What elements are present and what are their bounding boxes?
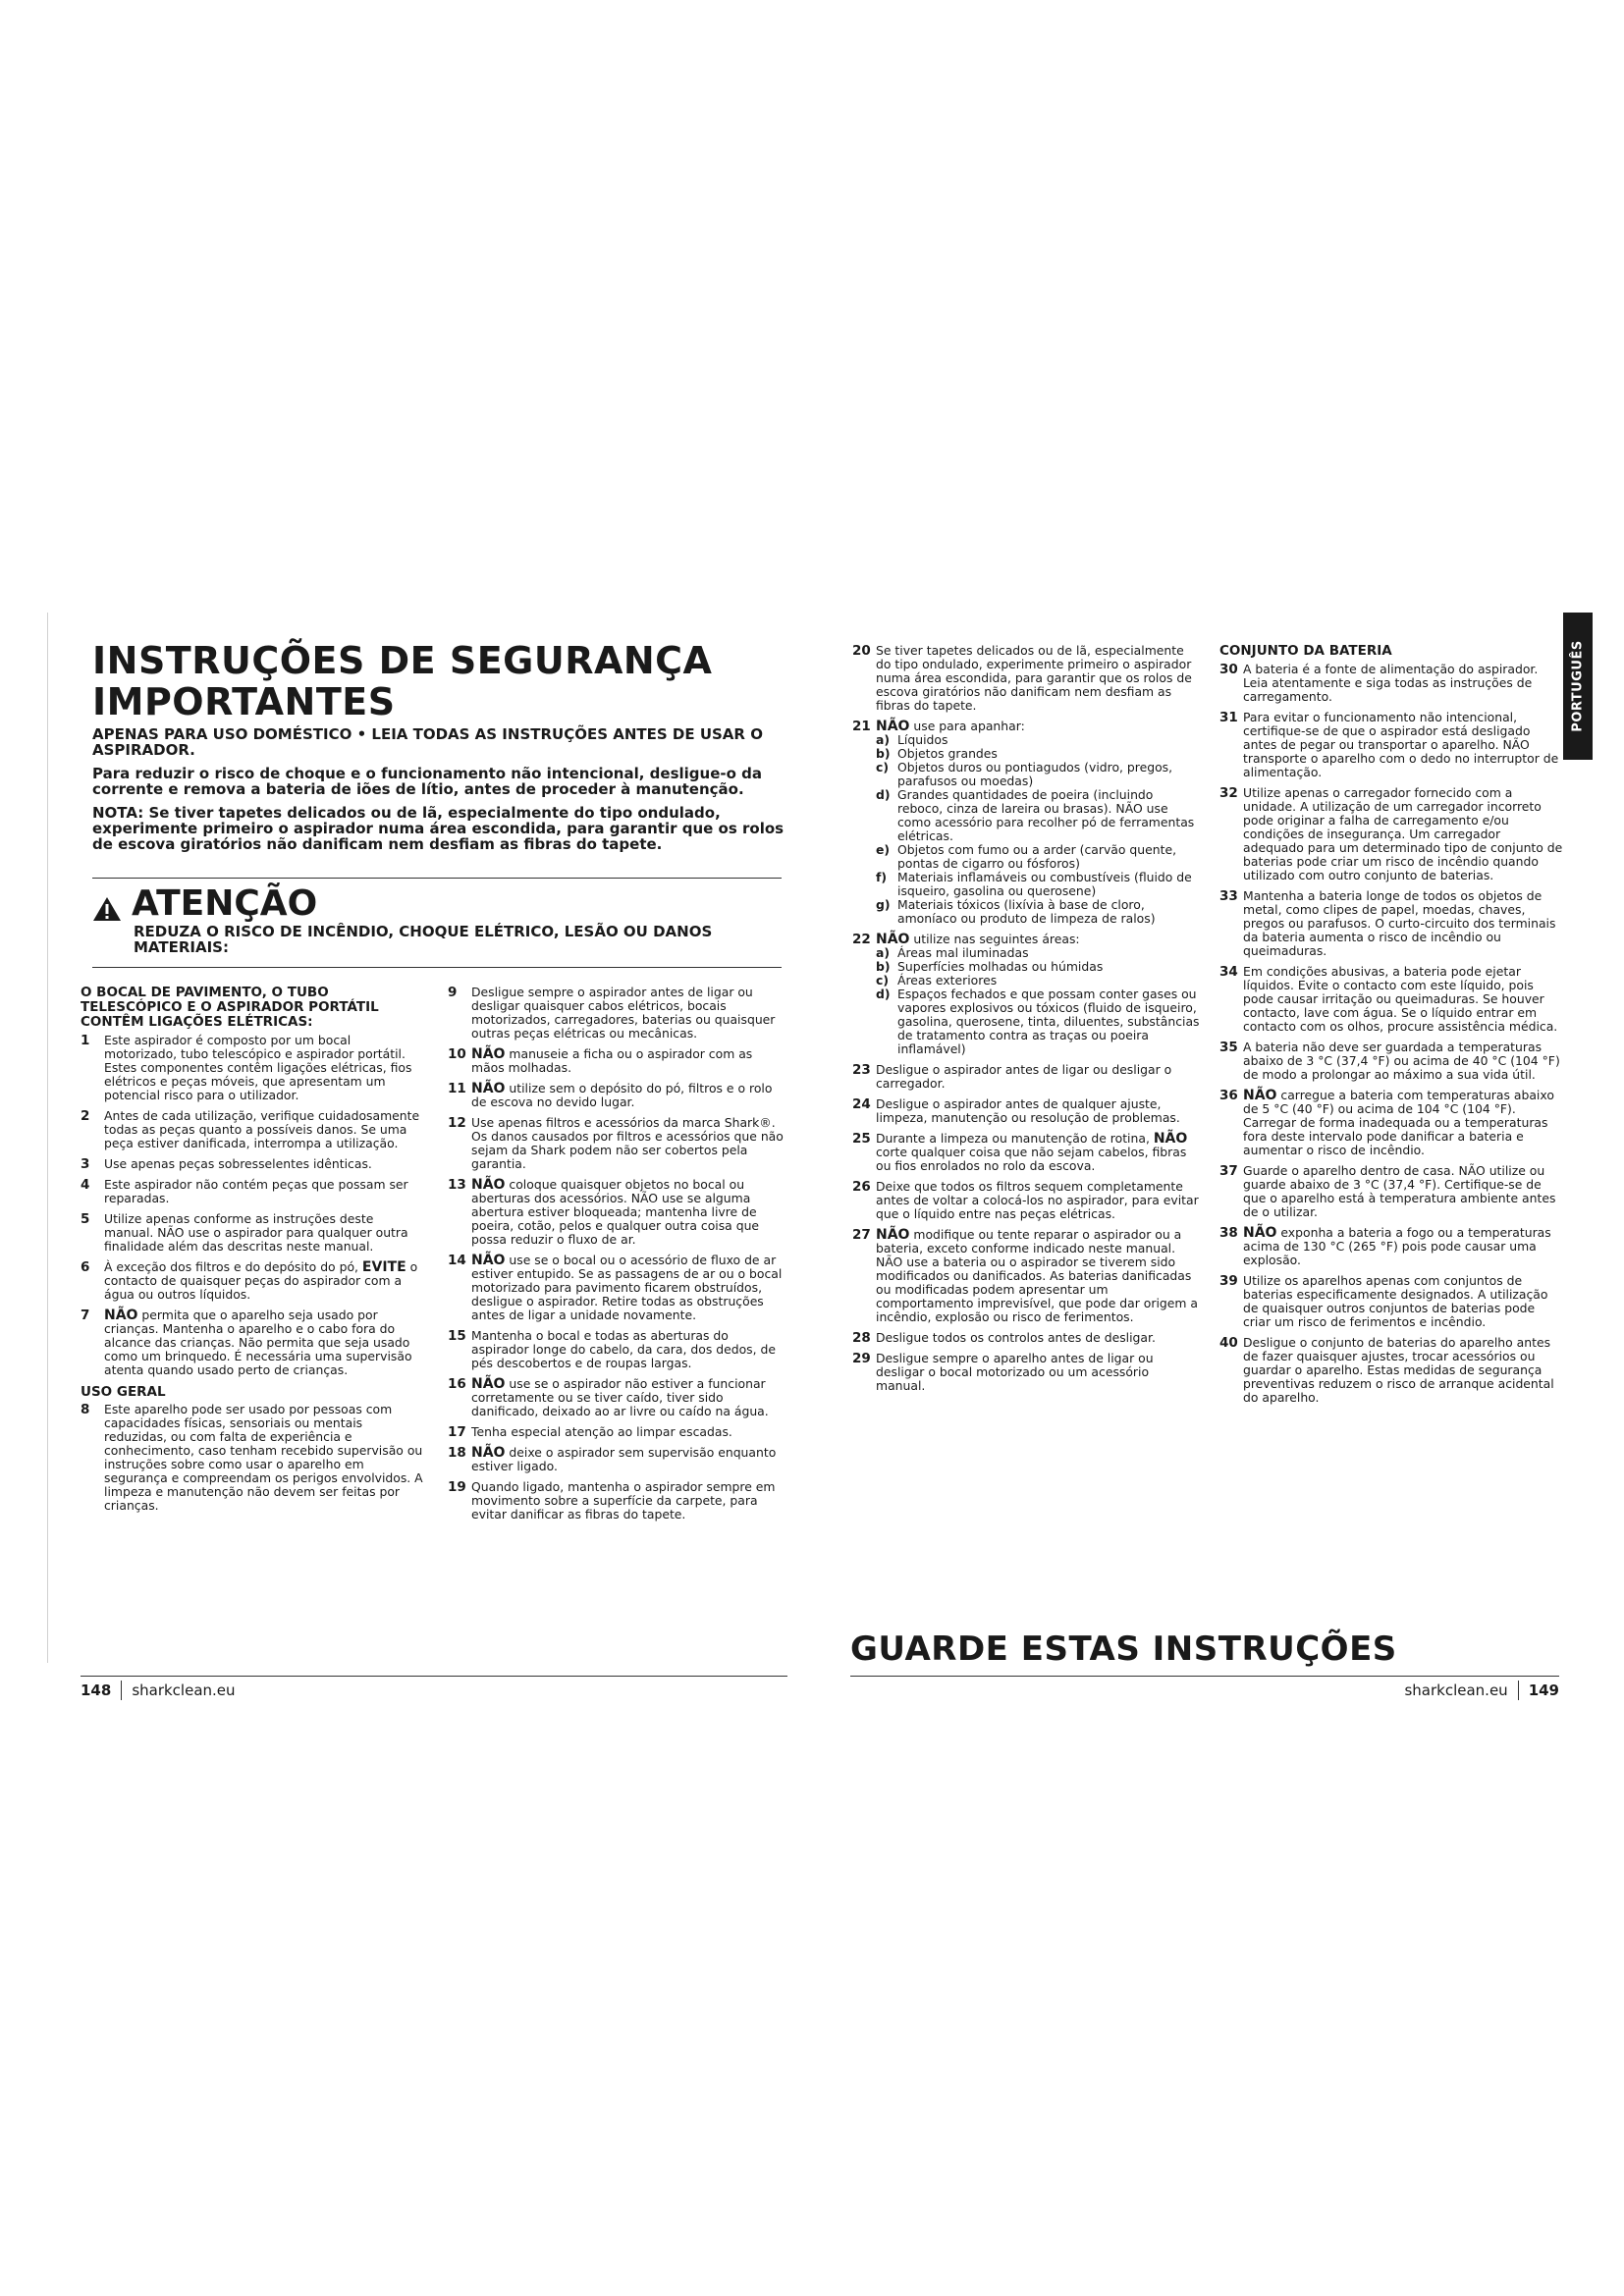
sub-letter: a) bbox=[876, 732, 891, 747]
instruction-item bbox=[852, 1352, 1202, 1393]
item-text: Este aspirador não contém peças que possam ser reparadas. bbox=[104, 1177, 408, 1205]
sub-letter: a) bbox=[876, 945, 891, 960]
item-number: 31 bbox=[1219, 710, 1238, 725]
sub-text: Grandes quantidades de poeira (incluindo reboco, cinza de lareira ou brasas). NÃO use como acessório para recolher pó de ferramentas elétricas. bbox=[897, 787, 1195, 843]
item-number: 13 bbox=[448, 1177, 466, 1193]
instruction-item bbox=[1219, 1089, 1563, 1157]
item-number: 34 bbox=[1219, 964, 1238, 980]
item-number: 28 bbox=[852, 1330, 871, 1346]
item-number: 19 bbox=[448, 1479, 466, 1495]
instruction-item bbox=[448, 1425, 784, 1439]
instruction-item bbox=[1219, 1164, 1563, 1219]
item-text: Desligue sempre o aparelho antes de ligar ou desligar o bocal motorizado ou um acessório manual. bbox=[876, 1351, 1154, 1393]
sub-text: Objetos grandes bbox=[897, 746, 998, 761]
item-number: 2 bbox=[81, 1108, 90, 1124]
section-general-use-heading: USO GERAL bbox=[81, 1384, 166, 1400]
intro-domestic-use: APENAS PARA USO DOMÉSTICO • LEIA TODAS AS INSTRUÇÕES ANTES DE USAR O ASPIRADOR. bbox=[92, 725, 763, 759]
item-number: 39 bbox=[1219, 1273, 1238, 1289]
item-bold: NÃO bbox=[471, 1177, 506, 1193]
instruction-item bbox=[81, 1109, 426, 1150]
item-text: Em condições abusivas, a bateria pode ejetar líquidos. Evite o contacto com este líquido, pois pode causar irritação ou queimaduras. Se houver contacto, lave com água. Se o líquido entrar em contacto com os olhos, procure assistência médica. bbox=[1243, 964, 1558, 1034]
sub-item bbox=[876, 898, 1202, 926]
item-bold: NÃO bbox=[471, 1376, 506, 1392]
item-text: Mantenha a bateria longe de todos os objetos de metal, como clipes de papel, moedas, chaves, pregos ou parafusos. O curto-circuito dos terminais da bateria aumenta o risco de incêndio ou queimaduras. bbox=[1243, 888, 1556, 958]
footer-rule-left bbox=[81, 1676, 787, 1677]
item-text: utilize sem o depósito do pó, filtros e o rolo de escova no devido lugar. bbox=[471, 1081, 773, 1109]
item-text: Desligue sempre o aspirador antes de ligar ou desligar quaisquer cabos elétricos, bocais motorizados, carregadores, baterias ou quaisquer outras peças elétricas ou mecânicas. bbox=[471, 985, 776, 1041]
item-number: 4 bbox=[81, 1177, 90, 1193]
item-text: deixe o aspirador sem supervisão enquanto estiver ligado. bbox=[471, 1445, 777, 1473]
item-bold: NÃO bbox=[104, 1308, 138, 1323]
item-text: Desligue o conjunto de baterias do aparelho antes de fazer quaisquer ajustes, trocar acessórios ou guardar o aparelho. Estas medidas de segurança preventivas reduzem o risco de arranque acidental do aparelho. bbox=[1243, 1335, 1554, 1405]
page-number: 149 bbox=[1528, 1682, 1559, 1699]
item-text: o contacto de quaisquer peças do aspirador com a água ou outros líquidos. bbox=[104, 1259, 418, 1302]
instruction-item bbox=[1219, 1336, 1563, 1405]
item-text: Utilize os aparelhos apenas com conjuntos de baterias especificamente designados. A utilização de quaisquer outros conjuntos de baterias pode criar um risco de ferimentos e incêndio. bbox=[1243, 1273, 1548, 1329]
item-pre: Durante a limpeza ou manutenção de rotina, bbox=[876, 1131, 1150, 1146]
item-bold: NÃO bbox=[876, 1227, 910, 1243]
instruction-item bbox=[1219, 889, 1563, 958]
page-edge bbox=[47, 613, 48, 1663]
sub-text: Áreas exteriores bbox=[897, 973, 998, 988]
sub-letter: d) bbox=[876, 987, 891, 1001]
item-text: utilize nas seguintes áreas: bbox=[913, 932, 1080, 946]
sub-letter: e) bbox=[876, 842, 891, 857]
section-electrical-heading: O BOCAL DE PAVIMENTO, O TUBO TELESCÓPICO E O ASPIRADOR PORTÁTIL CONTÊM LIGAÇÕES ELÉTRICAS: bbox=[81, 985, 379, 1030]
sub-text: Objetos duros ou pontiagudos (vidro, pregos, parafusos ou moedas) bbox=[897, 760, 1173, 788]
instruction-item bbox=[81, 1260, 426, 1302]
item-number: 32 bbox=[1219, 785, 1238, 801]
item-text: A bateria não deve ser guardada a temperaturas abaixo de 3 °C (37,4 °F) ou acima de 40 °C (104 °F) de modo a prolongar ao máximo a sua vida útil. bbox=[1243, 1040, 1560, 1082]
item-text: Desligue o aspirador antes de qualquer ajuste, limpeza, manutenção ou resolução de problemas. bbox=[876, 1096, 1180, 1125]
sub-item bbox=[876, 988, 1202, 1056]
item-number: 27 bbox=[852, 1227, 871, 1243]
sub-item bbox=[876, 788, 1202, 843]
sub-letter: b) bbox=[876, 746, 891, 761]
instruction-item bbox=[448, 1329, 784, 1370]
warning-subtitle: REDUZA O RISCO DE INCÊNDIO, CHOQUE ELÉTRICO, LESÃO OU DANOS MATERIAIS: bbox=[134, 923, 713, 956]
sub-item bbox=[876, 761, 1202, 788]
instruction-item bbox=[448, 1082, 784, 1109]
item-text: manuseie a ficha ou o aspirador com as mãos molhadas. bbox=[471, 1046, 753, 1075]
instruction-item bbox=[1219, 965, 1563, 1034]
sub-text: Materiais inflamáveis ou combustíveis (fluido de isqueiro, gasolina ou querosene) bbox=[897, 870, 1192, 898]
instruction-item bbox=[448, 1178, 784, 1247]
column-3 bbox=[852, 644, 1202, 1400]
language-tab bbox=[1563, 613, 1593, 760]
item-number: 26 bbox=[852, 1179, 871, 1195]
sub-text: Áreas mal iluminadas bbox=[897, 945, 1029, 960]
warning-title bbox=[92, 884, 317, 924]
item-bold: NÃO bbox=[471, 1081, 506, 1096]
item-number: 10 bbox=[448, 1046, 466, 1062]
instruction-item bbox=[448, 1116, 784, 1171]
item-text: Use apenas filtros e acessórios da marca Shark®. Os danos causados por filtros e acessórios que não sejam da Shark podem não ser cobertos pela garantia. bbox=[471, 1115, 784, 1171]
instruction-item bbox=[448, 1446, 784, 1473]
instruction-item bbox=[448, 1480, 784, 1522]
item-number: 35 bbox=[1219, 1040, 1238, 1055]
footer-right bbox=[1404, 1681, 1559, 1700]
item-number: 3 bbox=[81, 1156, 90, 1172]
item-text: use se o bocal ou o acessório de fluxo de ar estiver entupido. Se as passagens de ar ou o bocal motorizado para pavimento ficarem obstruídos, desligue o aspirador. Retire todas as obstruções antes de ligar a unidade novamente. bbox=[471, 1253, 783, 1322]
sub-letter: d) bbox=[876, 787, 891, 802]
instruction-item bbox=[1219, 1274, 1563, 1329]
item-text: Utilize apenas o carregador fornecido com a unidade. A utilização de um carregador incorreto pode originar a falha de carregamento e/ou condições de insegurança. Um carregador adequado para um determinado tipo de conjunto de baterias pode criar um risco de incêndio quando utilizado com outro conjunto de baterias. bbox=[1243, 785, 1563, 882]
item-number: 30 bbox=[1219, 662, 1238, 677]
column-4 bbox=[1219, 644, 1563, 1412]
item-number: 14 bbox=[448, 1253, 466, 1268]
item-number: 33 bbox=[1219, 888, 1238, 904]
save-instructions-title: GUARDE ESTAS INSTRUÇÕES bbox=[850, 1629, 1397, 1669]
instruction-item bbox=[448, 986, 784, 1041]
footer-divider bbox=[121, 1681, 122, 1700]
item-text: Mantenha o bocal e todas as aberturas do aspirador longe do cabelo, da cara, dos dedos, de pés descobertos e de roupas largas. bbox=[471, 1328, 776, 1370]
item-bold: NÃO bbox=[1243, 1088, 1277, 1103]
item-text: use se o aspirador não estiver a funcionar corretamente ou se tiver caído, tiver sido danificado, deixado ao ar livre ou caído na água. bbox=[471, 1376, 769, 1418]
item-text: Deixe que todos os filtros sequem completamente antes de voltar a colocá-los no aspirador, para evitar que o líquido entre nas peças elétricas. bbox=[876, 1179, 1199, 1221]
sub-text: Objetos com fumo ou a arder (carvão quente, pontas de cigarro ou fósforos) bbox=[897, 842, 1177, 871]
instruction-item bbox=[81, 1308, 426, 1377]
instruction-item bbox=[852, 1097, 1202, 1125]
instruction-item bbox=[852, 1132, 1202, 1173]
instruction-item bbox=[1219, 1226, 1563, 1267]
sub-text: Espaços fechados e que possam conter gases ou vapores explosivos ou tóxicos (fluido de isqueiro, gasolina, querosene, tinta, diluentes, substâncias de tratamento contra as traças ou poeira inflamável) bbox=[897, 987, 1200, 1056]
item-text: coloque quaisquer objetos no bocal ou aberturas dos acessórios. NÃO use se alguma abertura estiver bloqueada; mantenha livre de poeira, cotão, pelos e qualquer outra coisa que possa reduzir o fluxo de ar. bbox=[471, 1177, 760, 1247]
sub-item bbox=[876, 960, 1202, 974]
item-number: 22 bbox=[852, 932, 871, 947]
item-bold: EVITE bbox=[361, 1259, 406, 1275]
sub-item bbox=[876, 747, 1202, 761]
sub-item bbox=[876, 946, 1202, 960]
item-text: Quando ligado, mantenha o aspirador sempre em movimento sobre a superfície da carpete, para evitar danificar as fibras do tapete. bbox=[471, 1479, 776, 1522]
warning-box bbox=[92, 878, 782, 968]
instruction-item bbox=[448, 1377, 784, 1418]
item-bold: NÃO bbox=[1153, 1131, 1188, 1147]
item-number: 18 bbox=[448, 1445, 466, 1461]
sub-letter: c) bbox=[876, 760, 890, 774]
item-text: Este aparelho pode ser usado por pessoas com capacidades físicas, sensoriais ou mentais reduzidas, ou com falta de experiência e conhecimento, caso tenham recebido supervisão ou instruções sobre como usar o aparelho em segurança e compreendam os perigos envolvidos. A limpeza e manutenção não devem ser feitas por crianças. bbox=[104, 1402, 423, 1513]
item-number: 25 bbox=[852, 1131, 871, 1147]
item-bold: NÃO bbox=[471, 1445, 506, 1461]
instruction-item bbox=[1219, 1041, 1563, 1082]
column-1 bbox=[81, 986, 426, 1520]
item-number: 6 bbox=[81, 1259, 90, 1275]
page-number: 148 bbox=[81, 1682, 112, 1699]
item-bold: NÃO bbox=[876, 719, 910, 734]
item-bold: NÃO bbox=[1243, 1225, 1277, 1241]
instruction-item bbox=[852, 1180, 1202, 1221]
item-text: Para evitar o funcionamento não intencional, certifique-se de que o aspirador está desligado antes de pegar ou transportar o aparelho. NÃO transporte o aparelho com o dedo no interruptor de alimentação. bbox=[1243, 710, 1559, 779]
instruction-item bbox=[448, 1047, 784, 1075]
instruction-item bbox=[448, 1254, 784, 1322]
warning-triangle-icon bbox=[92, 891, 122, 917]
item-text: permita que o aparelho seja usado por crianças. Mantenha o aparelho e o cabo fora do alcance das crianças. Não permita que seja usado como um brinquedo. É necessária uma supervisão atenta quando usado perto de crianças. bbox=[104, 1308, 412, 1377]
instruction-item bbox=[852, 933, 1202, 1056]
item-number: 7 bbox=[81, 1308, 90, 1323]
warning-title-text: ATENÇÃO bbox=[132, 883, 318, 924]
sub-letter: c) bbox=[876, 973, 890, 988]
sub-text: Líquidos bbox=[897, 732, 948, 747]
item-number: 24 bbox=[852, 1096, 871, 1112]
section-battery-heading: CONJUNTO DA BATERIA bbox=[1219, 643, 1392, 659]
footer-rule-right bbox=[850, 1676, 1559, 1677]
sub-item bbox=[876, 843, 1202, 871]
item-number: 20 bbox=[852, 643, 871, 659]
page-title: INSTRUÇÕES DE SEGURANÇA IMPORTANTES bbox=[92, 639, 713, 723]
item-text: Use apenas peças sobresselentes idênticas. bbox=[104, 1156, 372, 1171]
footer-site-link[interactable]: sharkclean.eu bbox=[132, 1682, 236, 1699]
instruction-item bbox=[1219, 711, 1563, 779]
item-number: 21 bbox=[852, 719, 871, 734]
instruction-item bbox=[1219, 786, 1563, 882]
item-number: 16 bbox=[448, 1376, 466, 1392]
item-pre: À exceção dos filtros e do depósito do pó, bbox=[104, 1259, 358, 1274]
intro-note: NOTA: Se tiver tapetes delicados ou de lã, especialmente do tipo ondulado, experimente primeiro o aspirador numa área escondida, para garantir que os rolos de escova giratórios não danificam nem desfiam as fibras do tapete. bbox=[92, 804, 785, 853]
item-text: Se tiver tapetes delicados ou de lã, especialmente do tipo ondulado, experimente primeiro o aspirador numa área escondida, para garantir que os rolos de escova giratórios não danificam nem desfiam as fibras do tapete. bbox=[876, 643, 1192, 713]
item-text: Tenha especial atenção ao limpar escadas. bbox=[471, 1424, 732, 1439]
item-text: Guarde o aparelho dentro de casa. NÃO utilize ou guarde abaixo de 3 °C (37,4 °F). Certifique-se de que o aparelho está à temperatura ambiente antes de o utilizar. bbox=[1243, 1163, 1556, 1219]
instruction-item bbox=[81, 1403, 426, 1513]
instruction-item bbox=[81, 1212, 426, 1254]
instruction-item bbox=[1219, 663, 1563, 704]
column-2 bbox=[448, 986, 784, 1528]
item-number: 17 bbox=[448, 1424, 466, 1440]
instruction-item bbox=[81, 1034, 426, 1102]
instruction-item bbox=[852, 720, 1202, 926]
sub-letter: b) bbox=[876, 959, 891, 974]
instruction-item bbox=[852, 1063, 1202, 1091]
item-number: 9 bbox=[448, 985, 458, 1000]
instruction-item bbox=[81, 1178, 426, 1205]
sub-item bbox=[876, 974, 1202, 988]
item-number: 12 bbox=[448, 1115, 466, 1131]
instruction-item bbox=[852, 644, 1202, 713]
item-text: Desligue todos os controlos antes de desligar. bbox=[876, 1330, 1156, 1345]
instruction-item bbox=[852, 1228, 1202, 1324]
item-bold: NÃO bbox=[471, 1046, 506, 1062]
sub-letter: f) bbox=[876, 870, 888, 884]
sub-text: Superfícies molhadas ou húmidas bbox=[897, 959, 1104, 974]
item-text: A bateria é a fonte de alimentação do aspirador. Leia atentamente e siga todas as instruções de carregamento. bbox=[1243, 662, 1539, 704]
intro-reduce-risk: Para reduzir o risco de choque e o funcionamento não intencional, desligue-o da corrente e remova a bateria de iões de lítio, antes de proceder à manutenção. bbox=[92, 765, 762, 798]
item-number: 40 bbox=[1219, 1335, 1238, 1351]
item-number: 38 bbox=[1219, 1225, 1238, 1241]
item-text: exponha a bateria a fogo ou a temperaturas acima de 130 °C (265 °F) pois pode causar uma explosão. bbox=[1243, 1225, 1551, 1267]
sub-text: Materiais tóxicos (lixívia à base de cloro, amoníaco ou produto de limpeza de ralos) bbox=[897, 897, 1156, 926]
item-text: Antes de cada utilização, verifique cuidadosamente todas as peças quanto a possíveis danos. Se uma peça estiver danificada, interrompa a utilização. bbox=[104, 1108, 420, 1150]
item-text: Utilize apenas conforme as instruções deste manual. NÃO use o aspirador para qualquer outra finalidade além das descritas neste manual. bbox=[104, 1211, 408, 1254]
item-number: 11 bbox=[448, 1081, 466, 1096]
item-number: 36 bbox=[1219, 1088, 1238, 1103]
item-text: Este aspirador é composto por um bocal motorizado, tubo telescópico e aspirador portátil. Estes componentes contêm ligações elétricas, fios elétricos e peças móveis, que apresentam um potencial risco para o utilizador. bbox=[104, 1033, 412, 1102]
item-bold: NÃO bbox=[471, 1253, 506, 1268]
footer-site-link[interactable]: sharkclean.eu bbox=[1404, 1682, 1508, 1699]
item-text: Desligue o aspirador antes de ligar ou desligar o carregador. bbox=[876, 1062, 1172, 1091]
instruction-item bbox=[852, 1331, 1202, 1345]
footer-divider bbox=[1518, 1681, 1519, 1700]
sub-item bbox=[876, 733, 1202, 747]
footer-left bbox=[81, 1681, 236, 1700]
intro-block bbox=[92, 726, 789, 860]
item-bold: NÃO bbox=[876, 932, 910, 947]
item-text: use para apanhar: bbox=[913, 719, 1025, 733]
item-number: 1 bbox=[81, 1033, 90, 1048]
sub-letter: g) bbox=[876, 897, 891, 912]
instruction-item bbox=[81, 1157, 426, 1171]
item-text: modifique ou tente reparar o aspirador ou a bateria, exceto conforme indicado neste manual. NÃO use a bateria ou o aspirador se tiverem sido modificados ou danificados. As baterias danificadas ou modificadas podem apresentar um comportamento imprevisível, que pode dar origem a incêndio, explosão ou risco de ferimentos. bbox=[876, 1227, 1199, 1324]
sub-item bbox=[876, 871, 1202, 898]
item-number: 23 bbox=[852, 1062, 871, 1078]
language-tab-label: PORTUGUÊS bbox=[1570, 640, 1586, 732]
item-number: 37 bbox=[1219, 1163, 1238, 1179]
item-text: carregue a bateria com temperaturas abaixo de 5 °C (40 °F) ou acima de 104 °C (104 °F). Carregar de forma inadequada ou a temperaturas fora deste intervalo pode danificar a bateria e aumentar o risco de incêndio. bbox=[1243, 1088, 1554, 1157]
item-text: corte qualquer coisa que não sejam cabelos, fibras ou fios enrolados no rolo da escova. bbox=[876, 1145, 1187, 1173]
item-number: 15 bbox=[448, 1328, 466, 1344]
item-number: 29 bbox=[852, 1351, 871, 1366]
item-number: 8 bbox=[81, 1402, 90, 1417]
item-number: 5 bbox=[81, 1211, 90, 1227]
